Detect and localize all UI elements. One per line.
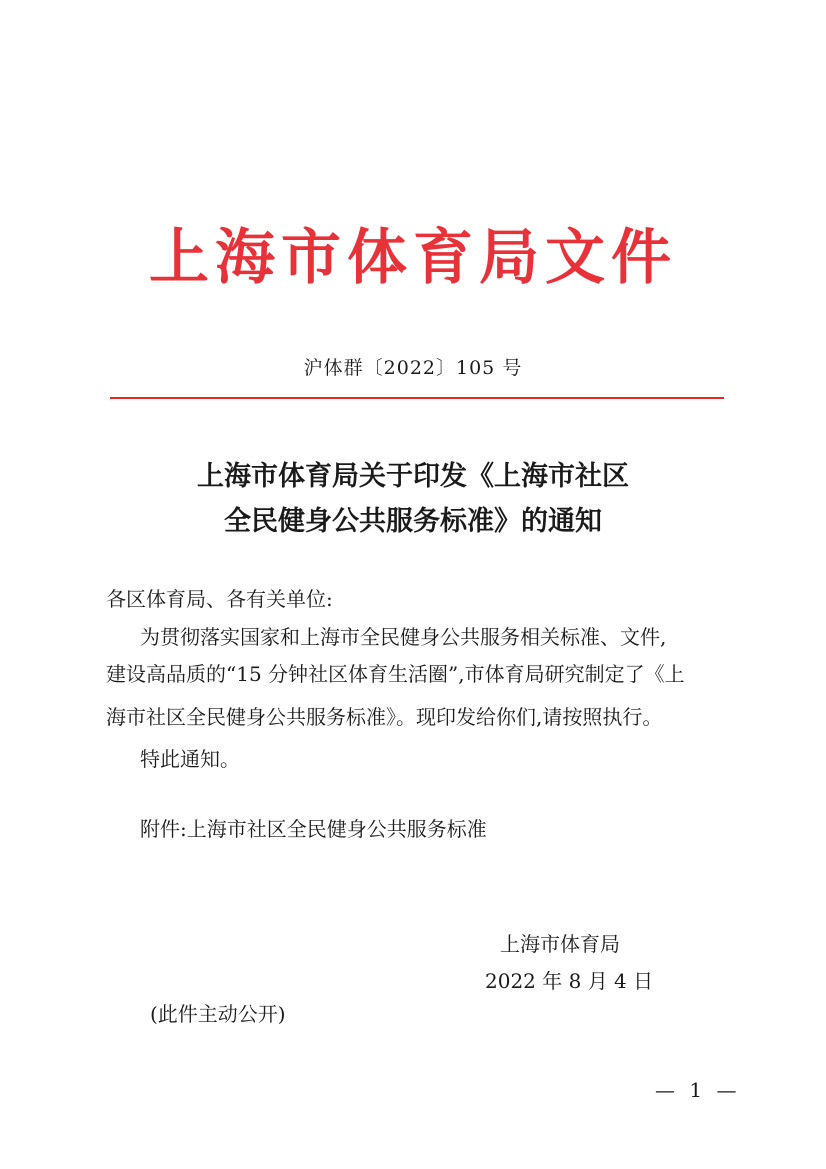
notice-title-line-2: 全民健身公共服务标准》的通知 [224, 506, 602, 537]
closing-remark: 特此通知。 [140, 747, 240, 771]
issuing-authority: 上海市体育局 [500, 932, 620, 956]
red-divider-line [110, 397, 724, 399]
body-paragraph-line-1: 为贯彻落实国家和上海市全民健身公共服务相关标准、文件, [140, 625, 667, 649]
attachment-note: 附件:上海市社区全民健身公共服务标准 [140, 817, 487, 841]
body-paragraph-line-3: 海市社区全民健身公共服务标准》。现印发给你们,请按照执行。 [106, 705, 663, 729]
disclosure-note: (此件主动公开) [150, 1002, 286, 1026]
document-number: 沪体群〔2022〕105 号 [303, 357, 523, 379]
issue-date: 2022 年 8 月 4 日 [485, 969, 654, 993]
masthead-title: 上海市体育局文件 [149, 223, 677, 293]
body-paragraph-line-2: 建设高品质的“15 分钟社区体育生活圈”,市体育局研究制定了《上 [106, 662, 685, 686]
page-number: — 1 — [655, 1078, 741, 1102]
notice-title-line-1: 上海市体育局关于印发《上海市社区 [197, 461, 629, 492]
addressee: 各区体育局、各有关单位: [106, 587, 333, 611]
